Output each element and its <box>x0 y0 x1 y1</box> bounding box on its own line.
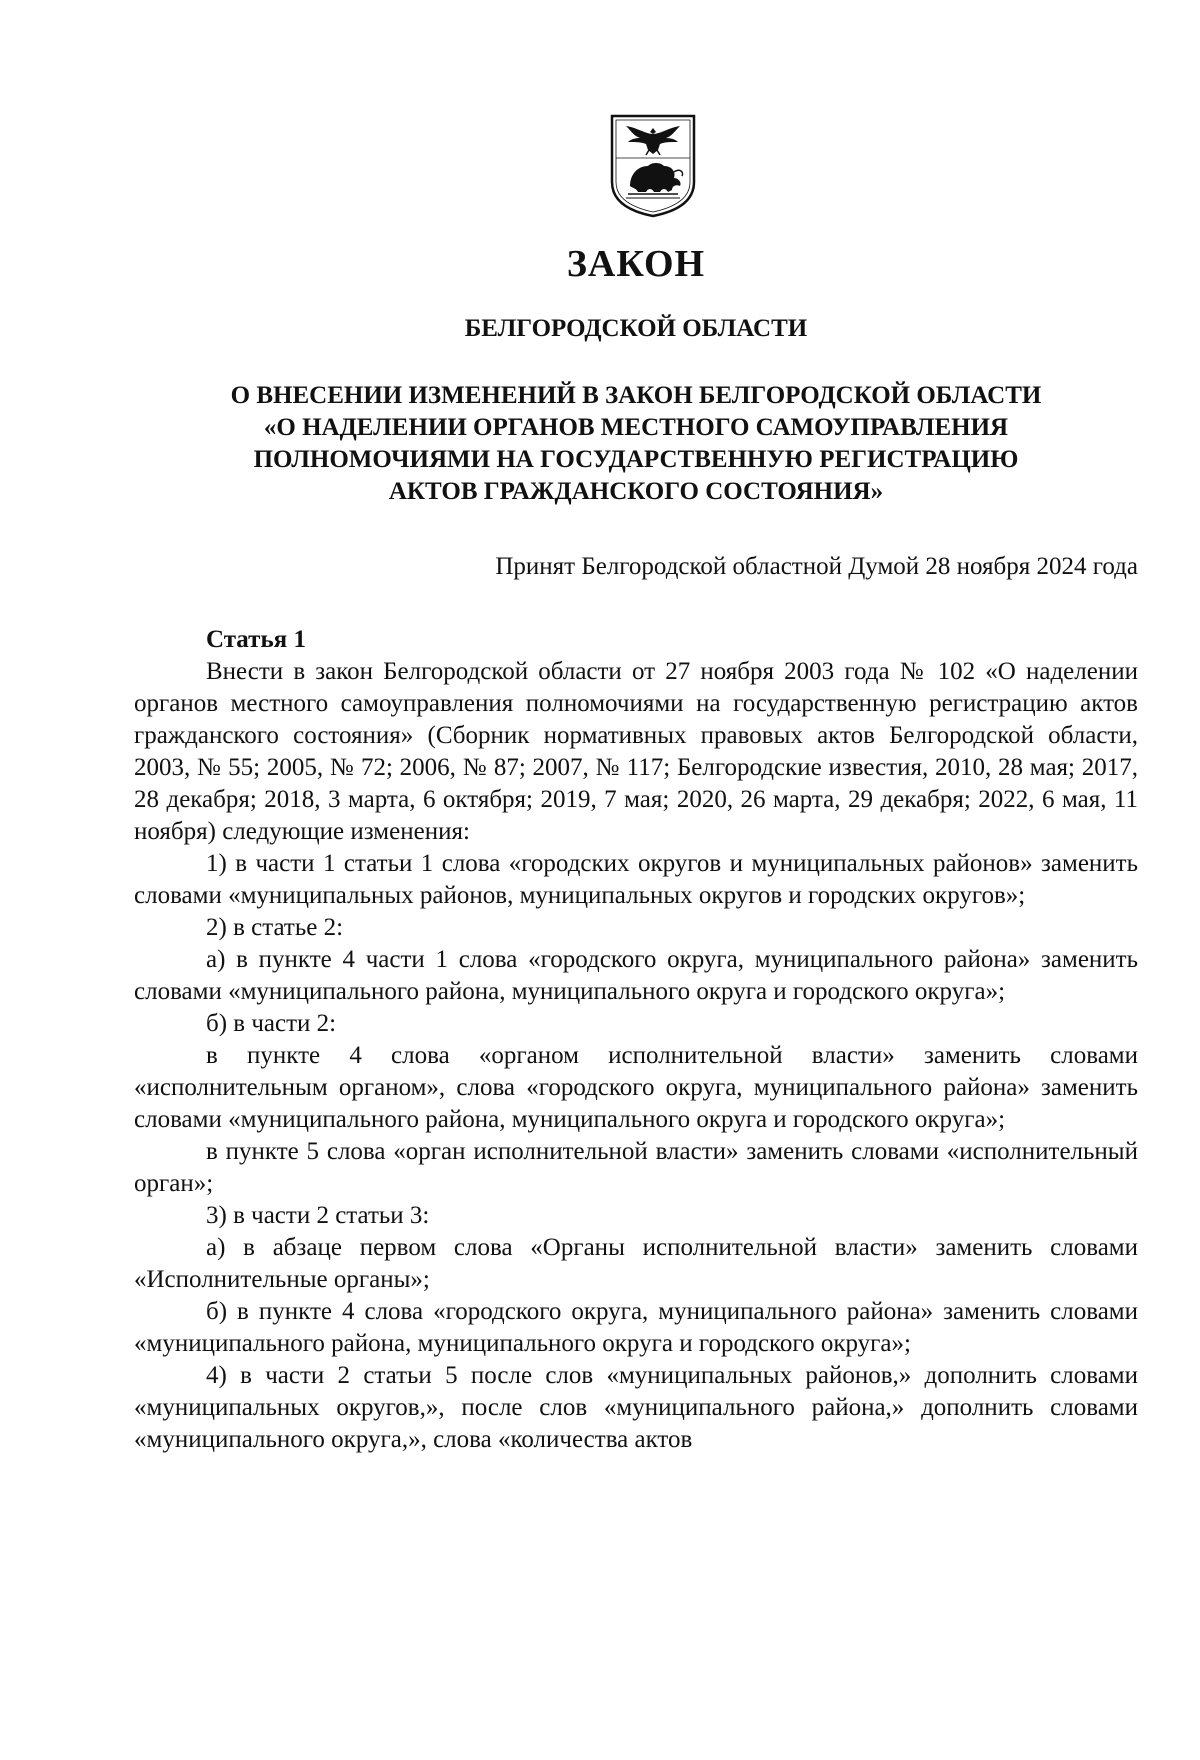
law-name-line: АКТОВ ГРАЖДАНСКОГО СОСТОЯНИЯ» <box>388 477 884 505</box>
article-heading: Статья 1 <box>206 625 306 653</box>
article-paragraph: а) в пункте 4 части 1 слова «городского округа, муниципального района» заменить словами «муниципального района, муниципального округа и городского округа»; <box>134 945 1138 1005</box>
document-title: ЗАКОН <box>566 243 706 285</box>
region-subtitle: БЕЛГОРОДСКОЙ ОБЛАСТИ <box>464 314 808 342</box>
law-name-line: ПОЛНОМОЧИЯМИ НА ГОСУДАРСТВЕННУЮ РЕГИСТРАЦИЮ <box>253 445 1019 473</box>
law-name-line: О ВНЕСЕНИИ ИЗМЕНЕНИЙ В ЗАКОН БЕЛГОРОДСКОЙ ОБЛАСТИ <box>230 381 1042 409</box>
law-name <box>134 380 1138 508</box>
article-paragraph: Внести в закон Белгородской области от 27 ноября 2003 года № 102 «О наделении органов местного самоуправления полномочиями на государственную регистрацию актов гражданского состояния» (Сборник нормативных правовых актов Белгородской области, 2003, № 55; 2005, № 72; 2006, № 87; 2007, № 117; Белгородские известия, 2010, 28 мая; 2017, 28 декабря; 2018, 3 марта, 6 октября; 2019, 7 мая; 2020, 26 марта, 29 декабря; 2022, 6 мая, 11 ноября) следующие изменения: <box>134 657 1138 845</box>
article-paragraph: 4) в части 2 статьи 5 после слов «муниципальных районов,» дополнить словами «муниципальных округов,», после слов «муниципального района,» дополнить словами «муниципального округа,», слова «количества актов <box>134 1361 1138 1453</box>
article-paragraph: 3) в части 2 статьи 3: <box>206 1201 430 1229</box>
belgorod-coat-of-arms-icon <box>608 112 698 220</box>
article-paragraph: в пункте 5 слова «орган исполнительной власти» заменить словами «исполнительный орган»; <box>134 1137 1138 1197</box>
article-paragraph: б) в пункте 4 слова «городского округа, муниципального района» заменить словами «муниципального района, муниципального округа и городского округа»; <box>134 1297 1138 1357</box>
article-paragraph: 1) в части 1 статьи 1 слова «городских округов и муниципальных районов» заменить словами «муниципальных районов, муниципальных округов и городских округов»; <box>134 849 1138 909</box>
article-paragraph: 2) в статье 2: <box>206 913 344 941</box>
emblem-container <box>168 112 1138 220</box>
adoption-note: Принят Белгородской областной Думой 28 ноября 2024 года <box>495 552 1138 580</box>
law-name-line: «О НАДЕЛЕНИИ ОРГАНОВ МЕСТНОГО САМОУПРАВЛЕНИЯ <box>263 413 1009 441</box>
article-paragraph: а) в абзаце первом слова «Органы исполнительной власти» заменить словами «Исполнительные органы»; <box>134 1233 1138 1293</box>
article-paragraph: в пункте 4 слова «органом исполнительной власти» заменить словами «исполнительным органом», слова «городского округа, муниципального района» заменить словами «муниципального района, муниципального округа и городского округа»; <box>134 1041 1138 1133</box>
article-paragraph: б) в части 2: <box>206 1009 337 1037</box>
article-body <box>134 656 1138 1456</box>
